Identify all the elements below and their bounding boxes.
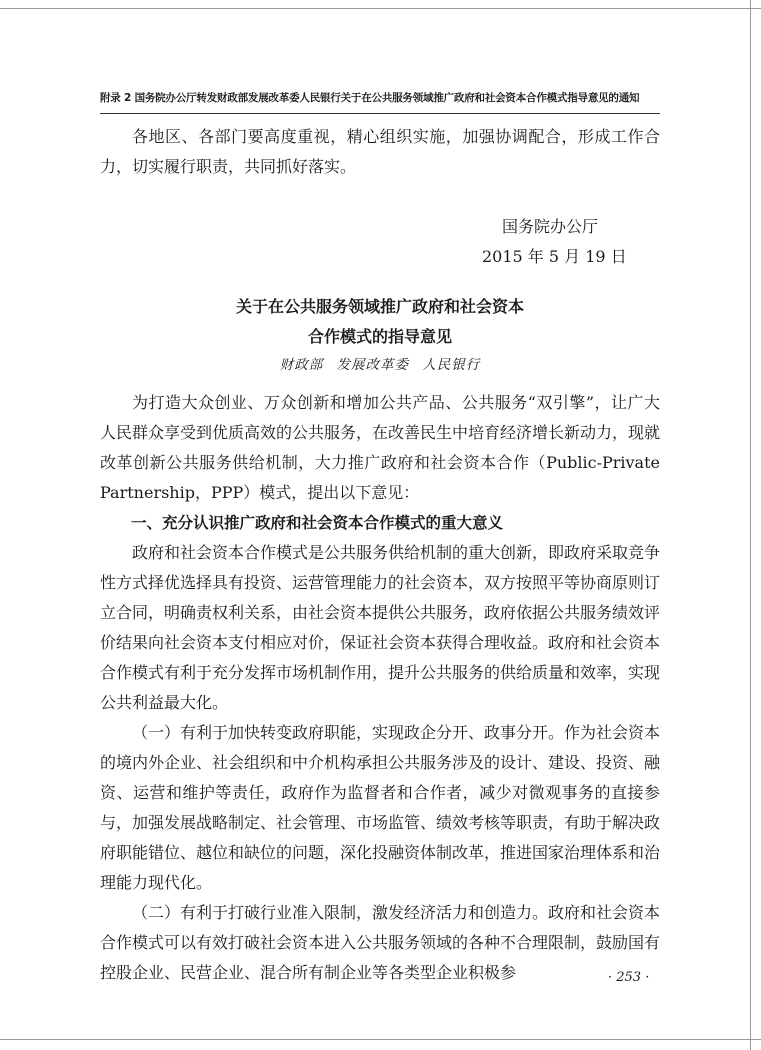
paragraph-2: 政府和社会资本合作模式是公共服务供给机制的重大创新，即政府采取竞争性方式择优选择具有投资、运营管理能力的社会资本，双方按照平等协商原则订立合同，明确责权利关系，由社会资本提供公共服务，政府依据公共服务绩效评价结果向社会资本支付相应对价，保证社会资本获得合理收益。政府和社会资本合作模式有利于充分发挥市场机制作用，提升公共服务的供给质量和效率，实现公共利益最大化。 [100, 543, 661, 712]
paragraph-1: 为打造大众创业、万众创新和增加公共产品、公共服务“双引擎”，让广大人民群众享受到优质高效的公共服务，在改善民生中培育经济增长新动力，现就改革创新公共服务供给机制，大力推广政府和社会资本合作（Public-Private Partnership，PPP）模式，提出以下意见： [100, 393, 661, 502]
crop-line-top [0, 8, 761, 9]
page-body [100, 122, 660, 988]
page-number: · 253 · [608, 970, 650, 985]
paragraph-4: （二）有利于打破行业准入限制，激发经济活力和创造力。政府和社会资本合作模式可以有效打破社会资本进入公共服务领域的各种不合理限制，鼓励国有控股企业、民营企业、混合所有制企业等各类型企业积极参 [100, 903, 661, 982]
header-rule [100, 113, 660, 114]
document-title-line1: 关于在公共服务领域推广政府和社会资本 [235, 297, 524, 316]
running-header: 附录 2 国务院办公厅转发财政部发展改革委人民银行关于在公共服务领域推广政府和社会资本合作模式指导意见的通知 [100, 92, 640, 104]
crop-line-right [750, 0, 751, 1050]
crop-line-bottom [0, 1039, 761, 1040]
authors: 财政部 发展改革委 人民银行 [279, 357, 481, 373]
intro-paragraph: 各地区、各部门要高度重视，精心组织实施，加强协调配合，形成工作合力，切实履行职责，共同抓好落实。 [100, 127, 660, 176]
document-title-line2: 合作模式的指导意见 [307, 327, 452, 346]
section-heading-1: 一、充分认识推广政府和社会资本合作模式的重大意义 [131, 514, 504, 532]
date: 2015 年 5 月 19 日 [482, 247, 627, 266]
paragraph-3: （一）有利于加快转变政府职能，实现政企分开、政事分开。作为社会资本的境内外企业、社会组织和中介机构承担公共服务涉及的设计、建设、投资、融资、运营和维护等责任，政府作为监督者和合作者，减少对微观事务的直接参与，加强发展战略制定、社会管理、市场监管、绩效考核等职责，有助于解决政府职能错位、越位和缺位的问题，深化投融资体制改革，推进国家治理体系和治理能力现代化。 [100, 723, 661, 892]
signature: 国务院办公厅 [502, 217, 599, 236]
